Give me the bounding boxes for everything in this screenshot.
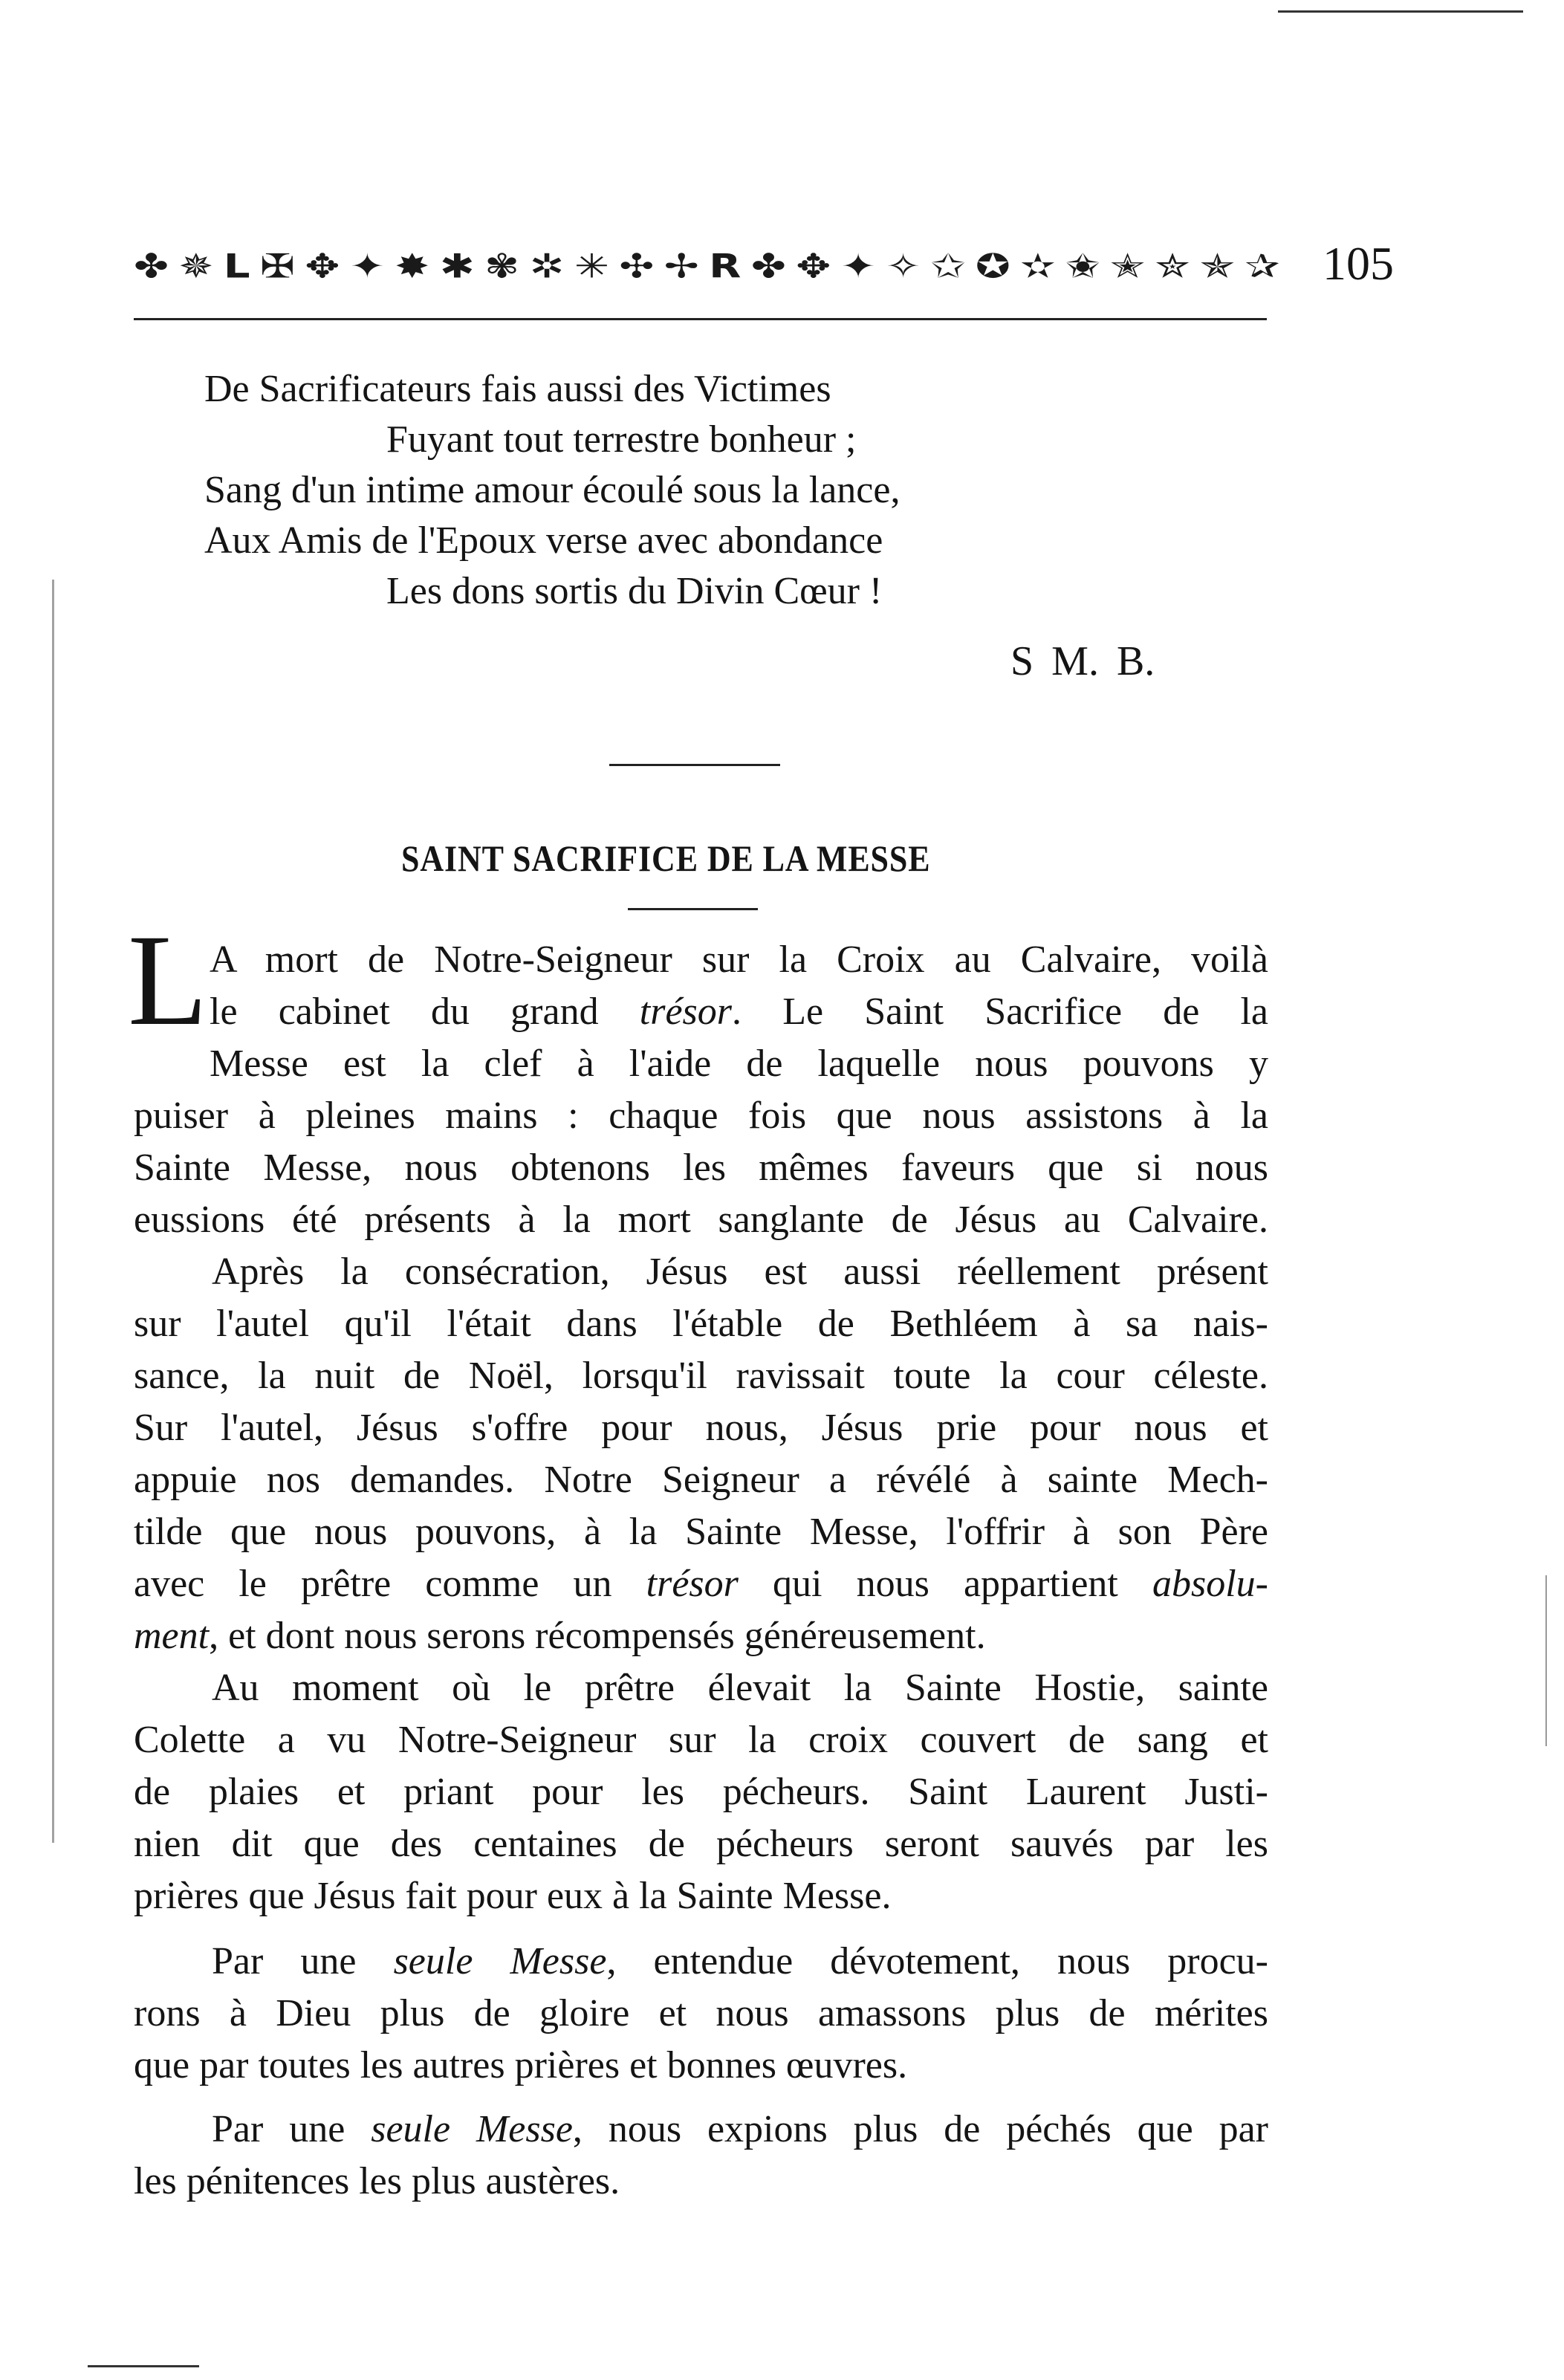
text-line: de plaies et priant pour les pécheurs. Saint Laurent Justi- — [134, 1771, 1268, 1813]
verse-line: Les dons sortis du Divin Cœur ! — [386, 570, 883, 612]
text-run: , et dont nous serons récompensés généreusement. — [209, 1615, 986, 1657]
text-line: rons à Dieu plus de gloire et nous amassons plus de mérites — [134, 1992, 1268, 2034]
text-line — [212, 1939, 1268, 1983]
text-line: Colette a vu Notre-Seigneur sur la croix couvert de sang et — [134, 1719, 1268, 1761]
binding-gutter-mark — [52, 580, 54, 1843]
section-separator — [609, 764, 780, 766]
text-line: Sur l'autel, Jésus s'offre pour nous, Jésus prie pour nous et — [134, 1407, 1268, 1449]
text-run: , nous expions plus de péchés que par — [572, 2108, 1268, 2150]
text-line: Messe est la clef à l'aide de laquelle nous pouvons y — [210, 1043, 1268, 1085]
italic-text: seule Messe — [393, 1940, 607, 1982]
text-run: avec le prêtre comme un — [134, 1563, 646, 1605]
section-title: SAINT SACRIFICE DE LA MESSE — [401, 837, 931, 879]
verse-line: De Sacrificateurs fais aussi des Victimes — [204, 368, 831, 410]
running-header — [134, 236, 1394, 296]
text-run: Par une — [212, 2108, 371, 2150]
text-line: puiser à pleines mains : chaque fois que nous assistons à la — [134, 1095, 1268, 1137]
text-line: tilde que nous pouvons, à la Sainte Messe, l'offrir à son Père — [134, 1511, 1268, 1553]
text-line: que par toutes les autres prières et bonnes œuvres. — [134, 2044, 908, 2086]
text-line — [134, 1614, 986, 1658]
text-line: les pénitences les plus austères. — [134, 2160, 620, 2202]
drop-cap-letter: L — [128, 908, 208, 1053]
text-line: Sainte Messe, nous obtenons les mêmes faveurs que si nous — [134, 1147, 1268, 1189]
text-line: appuie nos demandes. Notre Seigneur a révélé à sainte Mech- — [134, 1459, 1268, 1501]
text-line: Au moment où le prêtre élevait la Sainte Hostie, sainte — [212, 1667, 1268, 1709]
verse-line: Sang d'un intime amour écoulé sous la lance, — [204, 469, 901, 511]
scan-edge-mark — [1545, 1575, 1547, 1746]
text-line: prières que Jésus fait pour eux à la Sainte Messe. — [134, 1875, 892, 1917]
text-line — [210, 990, 1268, 1034]
text-run: . Le Saint Sacrifice de la — [732, 990, 1268, 1033]
verse-line: Aux Amis de l'Epoux verse avec abondance — [204, 519, 883, 562]
text-line — [212, 2107, 1268, 2151]
text-line: Après la consécration, Jésus est aussi réellement présent — [212, 1251, 1268, 1293]
italic-text: absolu- — [1152, 1563, 1268, 1605]
verse-line: Fuyant tout terrestre bonheur ; — [386, 418, 857, 461]
text-run: le cabinet du grand — [210, 990, 640, 1033]
text-line — [134, 1562, 1268, 1606]
italic-text: trésor — [646, 1563, 739, 1605]
text-run: , entendue dévotement, nous procu- — [606, 1940, 1269, 1982]
title-underline — [628, 908, 758, 910]
italic-text: ment — [134, 1615, 210, 1657]
text-line: sance, la nuit de Noël, lorsqu'il ravissait toute la cour céleste. — [134, 1355, 1268, 1397]
scan-edge-rule-bottom — [88, 2365, 199, 2367]
header-ornament: ✤ ✵ L ✠ ✥ ✦ ✸ ✱ ✾ ✲ ✳ ✣ ✢ R ✤ ✥ ✦ ✧ ✩ ✪ ✫ ✬ ✭ ✮ ✯ ✰ — [134, 247, 1278, 286]
text-run: qui nous appartient — [738, 1563, 1152, 1605]
italic-text: seule Messe — [371, 2108, 573, 2150]
text-line: nien dit que des centaines de pécheurs seront sauvés par les — [134, 1823, 1268, 1865]
text-run: Par une — [212, 1940, 394, 1982]
italic-text: trésor — [639, 990, 733, 1033]
text-line: sur l'autel qu'il l'était dans l'étable de Bethléem à sa nais- — [134, 1303, 1268, 1345]
text-line: eussions été présents à la mort sanglante de Jésus au Calvaire. — [134, 1199, 1268, 1241]
header-rule — [134, 318, 1267, 320]
author-signature: S M. B. — [1010, 638, 1155, 684]
page-number: 105 — [1323, 237, 1394, 290]
scan-edge-rule — [1278, 10, 1523, 13]
drop-cap — [128, 908, 208, 1053]
text-line: A mort de Notre-Seigneur sur la Croix au Calvaire, voilà — [210, 938, 1268, 981]
